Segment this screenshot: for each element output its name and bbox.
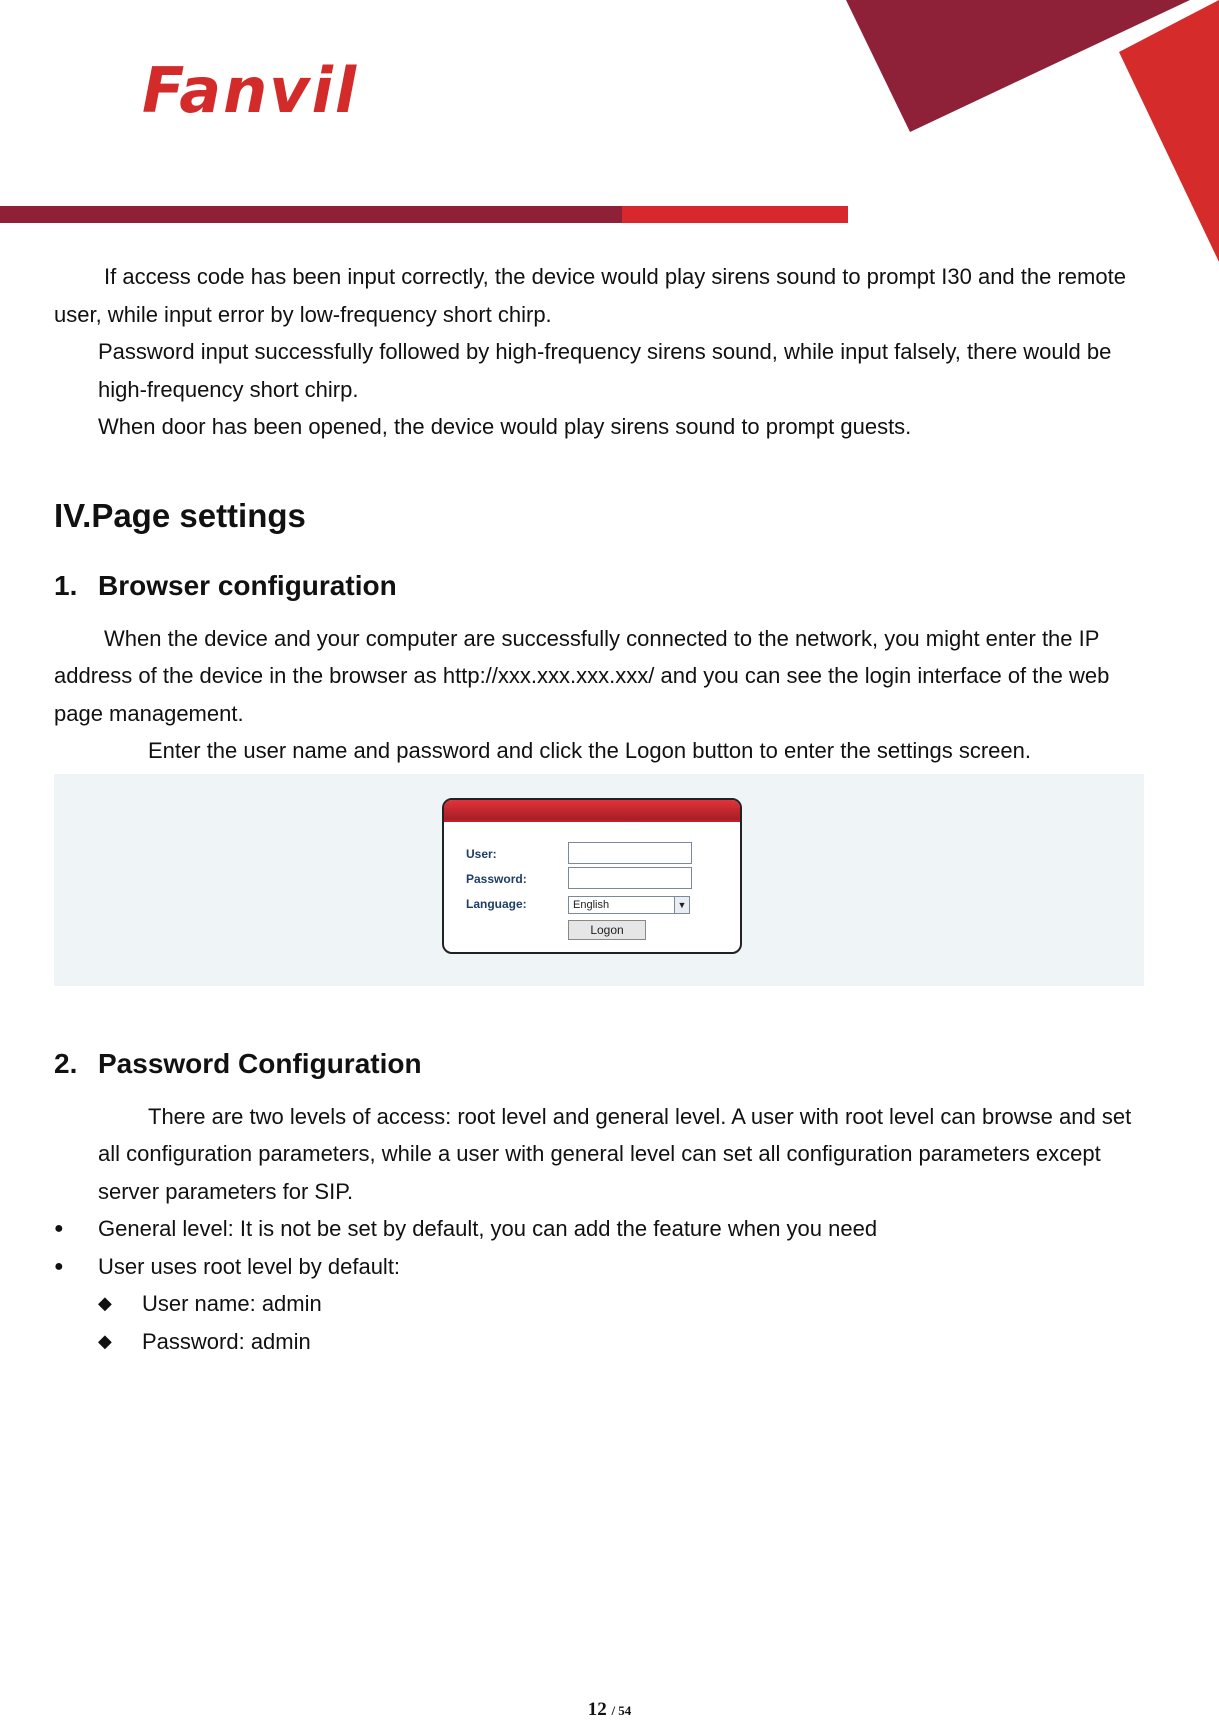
header-decoration [0, 0, 1219, 270]
document-body [54, 258, 1144, 1360]
logon-button[interactable]: Logon [568, 920, 646, 940]
section-title: IV.Page settings [54, 496, 306, 534]
browser-paragraph-1: When the device and your computer are successfully connected to the network, you might enter the IP address of the device in the browser as http://xxx.xxx.xxx.xxx/ and you can see the login interface of the web page management. [54, 625, 1110, 726]
login-screenshot-panel [54, 774, 1144, 986]
intro-paragraph-1: If access code has been input correctly, the device would play sirens sound to prompt I30 and the remote user, while input error by low-frequency short chirp. [54, 264, 1126, 327]
header-triangle-red [1119, 0, 1219, 262]
language-select[interactable] [568, 896, 690, 914]
subsection-number: 2. [54, 1047, 78, 1079]
subsection-password-heading [54, 1044, 1144, 1084]
header-bar-dark [0, 206, 622, 223]
subsection-browser-heading [54, 566, 1144, 606]
list-item [54, 1248, 1144, 1286]
bullet-dot-icon: ● [54, 1257, 64, 1275]
page-number: 12 [587, 1699, 607, 1720]
list-item [54, 1210, 1144, 1248]
password-paragraph-1: There are two levels of access: root level and general level. A user with root level can browse and set all configuration parameters, while a user with general level can set all configuration parameters except server parameters for SIP. [98, 1103, 1132, 1204]
password-label: Password: [466, 871, 527, 886]
header-bar-red [622, 206, 848, 223]
browser-paragraph-2: Enter the user name and password and click the Logon button to enter the settings screen. [148, 738, 1031, 763]
diamond-bullet-icon: ◆ [98, 1293, 112, 1313]
subsection-number: 1. [54, 569, 78, 601]
login-header-bar [444, 800, 740, 822]
page-total: / 54 [611, 1703, 632, 1718]
sub-list-item-text: User name: admin [142, 1291, 322, 1316]
subsection-title: Browser configuration [98, 569, 397, 601]
page-footer [0, 1700, 1219, 1721]
subsection-title: Password Configuration [98, 1047, 422, 1079]
language-label: Language: [466, 896, 527, 911]
bullet-dot-icon: ● [54, 1220, 64, 1237]
user-input[interactable] [568, 842, 692, 864]
sub-list-item [54, 1323, 1144, 1361]
password-input[interactable] [568, 867, 692, 889]
login-form [442, 798, 742, 954]
chevron-down-icon: ▼ [674, 897, 689, 913]
user-label: User: [466, 846, 497, 861]
sub-list-item [54, 1285, 1144, 1323]
intro-paragraph-2: Password input successfully followed by high-frequency sirens sound, while input falsely, there would be high-frequency short chirp. [98, 339, 1112, 402]
brand-logo: Fanvil [142, 54, 359, 127]
language-value: English [573, 898, 610, 911]
sub-list-item-text: Password: admin [142, 1328, 311, 1354]
list-item-text: User uses root level by default: [98, 1253, 401, 1279]
diamond-bullet-icon: ◆ [98, 1330, 112, 1351]
list-item-text: General level: It is not be set by default, you can add the feature when you need [98, 1216, 878, 1241]
intro-paragraph-3: When door has been opened, the device would play sirens sound to prompt guests. [98, 414, 912, 439]
